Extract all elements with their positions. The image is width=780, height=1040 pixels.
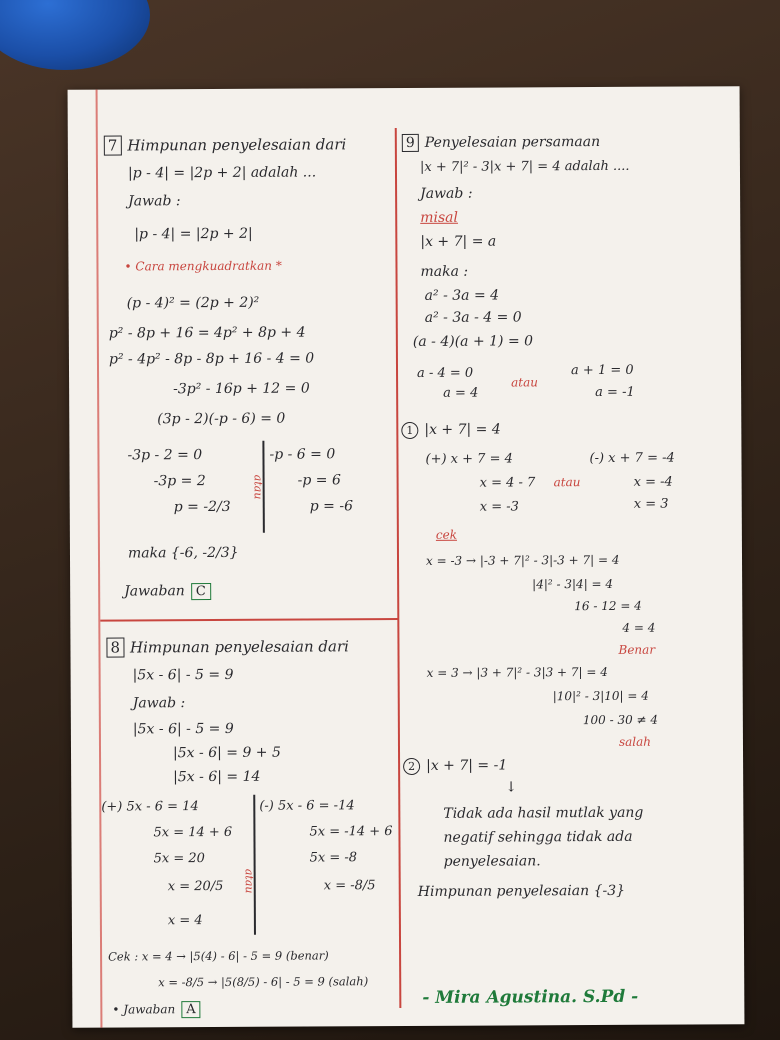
q9-conclusion-1: Tidak ada hasil mutlak yang <box>443 804 644 822</box>
q9-jawab: Jawab : <box>420 185 473 202</box>
q7-method: • Cara mengkuadratkan * <box>124 258 282 274</box>
section-divider <box>100 618 398 621</box>
q8-jawaban: • Jawaban A <box>112 1001 200 1018</box>
q7-jawab: Jawab : <box>128 193 181 210</box>
author-signature: - Mira Agustina. S.Pd - <box>422 986 639 1008</box>
q9-equation: |x + 7|² - 3|x + 7| = 4 adalah .... <box>419 158 630 175</box>
q9-cek-b-1: x = 3 → |3 + 7|² - 3|3 + 7| = 4 <box>426 664 608 680</box>
q7-left-case-1: -3p - 2 = 0 <box>127 447 203 464</box>
q8-left-case-2: 5x = 14 + 6 <box>153 824 233 841</box>
q8-left-case-1: (+) 5x - 6 = 14 <box>101 799 199 815</box>
q9-title: 9 Penyelesaian persamaan <box>402 133 600 152</box>
q9-number: 9 <box>402 134 419 152</box>
q8-step-2: |5x - 6| = 9 + 5 <box>172 744 281 762</box>
q9-step-3: (a - 4)(a + 1) = 0 <box>412 333 534 350</box>
q9-salah: salah <box>618 734 652 749</box>
q9-case2: 2 |x + 7| = -1 <box>403 757 507 775</box>
q8-left-case-3: 5x = 20 <box>153 851 205 867</box>
q8-atau: atau <box>242 868 256 894</box>
q9-cek-a-1: x = -3 → |-3 + 7|² - 3|-3 + 7| = 4 <box>425 552 620 568</box>
q9-misal-eq: |x + 7| = a <box>420 233 497 250</box>
worksheet-paper <box>68 86 745 1028</box>
q9-cek-a-3: 16 - 12 = 4 <box>574 598 642 614</box>
q7-number: 7 <box>104 135 122 155</box>
q8-right-case-2: 5x = -14 + 6 <box>309 824 393 840</box>
q9-conclusion-2: negatif sehingga tidak ada <box>443 828 633 846</box>
q9-himpunan: Himpunan penyelesaian {-3} <box>417 882 626 900</box>
q8-answer-box: A <box>181 1001 200 1018</box>
q9-case1: 1 |x + 7| = 4 <box>401 422 500 440</box>
q7-step-4: -3p² - 16p + 12 = 0 <box>173 380 310 398</box>
q9-case1-minus-2: x = -4 <box>633 474 673 490</box>
q8-equation: |5x - 6| - 5 = 9 <box>132 666 234 684</box>
q7-step-1: (p - 4)² = (2p + 2)² <box>126 294 260 312</box>
q9-maka: maka : <box>420 263 469 280</box>
q9-cek-a-2: |4|² - 3|4| = 4 <box>532 576 614 592</box>
q9-case1-minus-1: (-) x + 7 = -4 <box>589 450 675 467</box>
q9-misal: misal <box>420 209 459 226</box>
q9-a-right-1: a + 1 = 0 <box>570 362 634 379</box>
q9-cek-b-3: 100 - 30 ≠ 4 <box>582 712 659 728</box>
q7-restate: |p - 4| = |2p + 2| <box>134 225 253 243</box>
q7-equation: |p - 4| = |2p + 2| adalah ... <box>127 164 317 182</box>
q9-conclusion-3: penyelesaian. <box>443 853 541 870</box>
q7-maka: maka {-6, -2/3} <box>127 544 239 562</box>
margin-line <box>96 90 102 1028</box>
q7-left-case-3: p = -2/3 <box>173 498 231 516</box>
q9-benar: Benar <box>618 642 656 657</box>
q9-case1-plus-3: x = -3 <box>479 499 519 515</box>
q8-left-case-5: x = 4 <box>167 913 203 929</box>
q8-left-case-4: x = 20/5 <box>167 878 224 895</box>
q7-left-case-2: -3p = 2 <box>153 473 206 490</box>
q9-case2-number: 2 <box>403 758 420 775</box>
q7-atau: atau <box>251 474 265 500</box>
q8-right-case-3: 5x = -8 <box>309 850 358 866</box>
column-divider <box>395 128 401 1008</box>
q8-cek-1: Cek : x = 4 → |5(4) - 6| - 5 = 9 (benar) <box>108 948 329 964</box>
q9-case1-plus-2: x = 4 - 7 <box>479 475 536 491</box>
q8-right-case-4: x = -8/5 <box>323 878 376 894</box>
q9-cek-label: cek <box>435 527 458 542</box>
q9-a-right-2: a = -1 <box>595 384 635 401</box>
q8-right-case-1: (-) 5x - 6 = -14 <box>259 798 355 814</box>
q7-answer-box: C <box>191 583 211 600</box>
q8-cek-2: x = -8/5 → |5(8/5) - 6| - 5 = 9 (salah) <box>158 974 369 990</box>
q9-a-left-1: a - 4 = 0 <box>416 365 474 381</box>
q7-step-3: p² - 4p² - 8p - 8p + 16 - 4 = 0 <box>108 350 315 368</box>
q9-a-atau: atau <box>511 375 538 390</box>
q9-case1-number: 1 <box>401 422 418 439</box>
q8-title: 8 Himpunan penyelesaian dari <box>106 636 349 657</box>
q9-case1-minus-3: x = 3 <box>633 496 669 512</box>
q7-step-5: (3p - 2)(-p - 6) = 0 <box>157 410 286 428</box>
q9-case1-plus-1: (+) x + 7 = 4 <box>425 451 513 467</box>
down-arrow-icon: ↓ <box>505 779 517 796</box>
q9-cek-a-4: 4 = 4 <box>622 620 656 635</box>
q9-cek-b-2: |10|² - 3|10| = 4 <box>552 688 649 704</box>
q9-step-2: a² - 3a - 4 = 0 <box>424 309 522 326</box>
q8-jawab: Jawab : <box>132 695 186 712</box>
q9-step-1: a² - 3a = 4 <box>424 287 500 304</box>
q8-step-3: |5x - 6| = 14 <box>173 768 261 786</box>
q7-right-case-2: -p = 6 <box>297 472 341 489</box>
q8-number: 8 <box>106 637 124 657</box>
q8-case-separator <box>253 795 255 935</box>
q7-jawaban: Jawaban C <box>124 583 211 600</box>
q9-case1-atau: atau <box>553 475 581 490</box>
q9-a-left-2: a = 4 <box>443 385 479 401</box>
q7-right-case-3: p = -6 <box>309 498 354 515</box>
q7-title: 7 Himpunan penyelesaian dari <box>104 134 347 155</box>
q8-step-1: |5x - 6| - 5 = 9 <box>132 720 234 738</box>
q7-right-case-1: -p - 6 = 0 <box>269 446 336 463</box>
q7-step-2: p² - 8p + 16 = 4p² + 8p + 4 <box>108 324 306 342</box>
